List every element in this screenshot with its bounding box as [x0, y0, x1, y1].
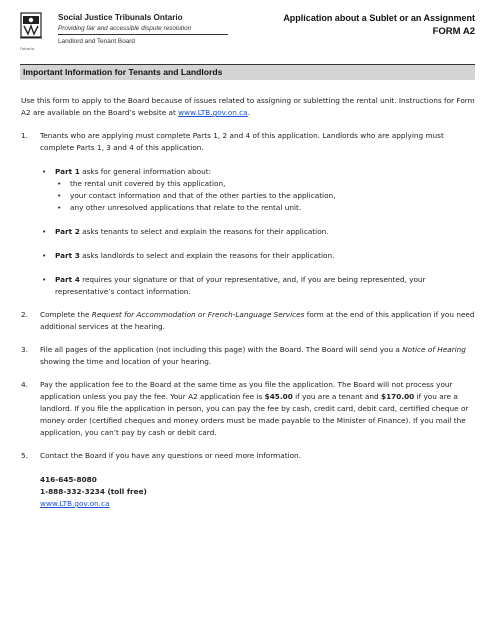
bullet-icon: •	[42, 167, 47, 176]
bullet-icon: •	[42, 251, 47, 260]
bullet-icon: •	[57, 179, 62, 188]
item-text: Tenants who are applying must complete Parts 1, 2 and 4 of this application. Landlords who are applying must complete Parts 1, 3 and 4 of this application.	[40, 131, 444, 152]
header-divider	[58, 34, 228, 35]
landlord-fee: $170.00	[381, 392, 415, 401]
bullet-icon: •	[57, 203, 62, 212]
part-2-bullet: • Part 2 asks tenants to select and explain the reasons for their application.	[42, 227, 329, 236]
phone-local: 416-645-8080	[40, 475, 97, 484]
part-4-bullet: • Part 4 requires your signature or that of your representative, and, if you are being represented, your representative’s contact information.	[42, 275, 426, 296]
part-3-bullet: • Part 3 asks landlords to select and explain the reasons for their application.	[42, 251, 335, 260]
intro-paragraph: Use this form to apply to the Board because of issues related to assigning or subletting the rental unit. Instructions for Form A2 are available on the Board’s website at www.LTB.gov.on.ca.	[21, 96, 475, 117]
form-title: Application about a Sublet or an Assignment	[283, 13, 475, 23]
parts-list	[40, 166, 476, 298]
list-item: 5. Contact the Board if you have any questions or need more information. 416-645-8080 1-888-332-3234 (toll free) www.LTB.gov.on.ca	[21, 450, 476, 510]
sub-bullet: • any other unresolved applications that relate to the rental unit.	[57, 203, 302, 212]
list-item: 4. Pay the application fee to the Board at the same time as you file the application. The Board will not process your application unless you pay the fee. Your A2 application fee is $45.00 if you are a tenant and $170.00 if you are a landlord. If you file the application in person, you can pay the fee by cash, credit card, debit card, certified cheque or money order (certified cheques and money orders must be made payable to the Minister of Finance). If you mail the application, you can’t pay by cash or debit card.	[21, 380, 469, 437]
board-name: Landlord and Tenant Board	[58, 38, 135, 45]
tenant-fee: $45.00	[264, 392, 293, 401]
sub-bullet: • the rental unit covered by this application,	[57, 179, 226, 188]
bullet-icon: •	[42, 227, 47, 236]
form-number: FORM A2	[432, 26, 475, 37]
tagline: Providing fair and accessible dispute resolution	[58, 25, 192, 32]
bullet-icon: •	[57, 191, 62, 200]
website-link[interactable]: www.LTB.gov.on.ca	[178, 108, 248, 117]
website-link[interactable]: www.LTB.gov.on.ca	[40, 499, 110, 508]
ontario-crest-logo	[20, 12, 42, 46]
part-1-bullet: • Part 1 asks for general information about: • the rental unit covered by this application, • your contact information and that of the other parties to the application, • any other unresolved applications that relate to the rental unit.	[40, 166, 476, 214]
list-item: 1. Tenants who are applying must complete Parts 1, 2 and 4 of this application. Landlords who are applying must complete Parts 1, 3 and 4 of this application. • Part 1 asks for general information about: • the rental unit covered by this application, • your contact information and that of the other parties to the application, • any other unresolved applications that relate to the rental unit. • Part 2 asks tenants to select and explain the reasons for their application. • Part 3 asks landlords to select and explain the reasons for their application. • Part 4 requires your signature or that of your representative, and, if you are being represented, your representative’s contact information.	[21, 130, 476, 298]
section-header	[20, 64, 475, 80]
crest-caption: Ontario	[20, 47, 35, 51]
sub-bullet: • your contact information and that of the other parties to the application,	[57, 191, 336, 200]
section-title: Important Information for Tenants and Landlords	[23, 67, 223, 77]
document-body	[21, 95, 476, 510]
phone-tollfree: 1-888-332-3234 (toll free)	[40, 487, 147, 496]
list-item: 3. File all pages of the application (not including this page) with the Board. The Board will send you a Notice of Hearing showing the time and location of your hearing.	[21, 345, 466, 366]
list-item: 2. Complete the Request for Accommodation or French-Language Services form at the end of this application if you need additional services at the hearing.	[21, 310, 475, 331]
contact-block	[40, 474, 476, 510]
org-name: Social Justice Tribunals Ontario	[58, 13, 183, 22]
bullet-icon: •	[42, 275, 47, 284]
page-header	[20, 12, 475, 56]
